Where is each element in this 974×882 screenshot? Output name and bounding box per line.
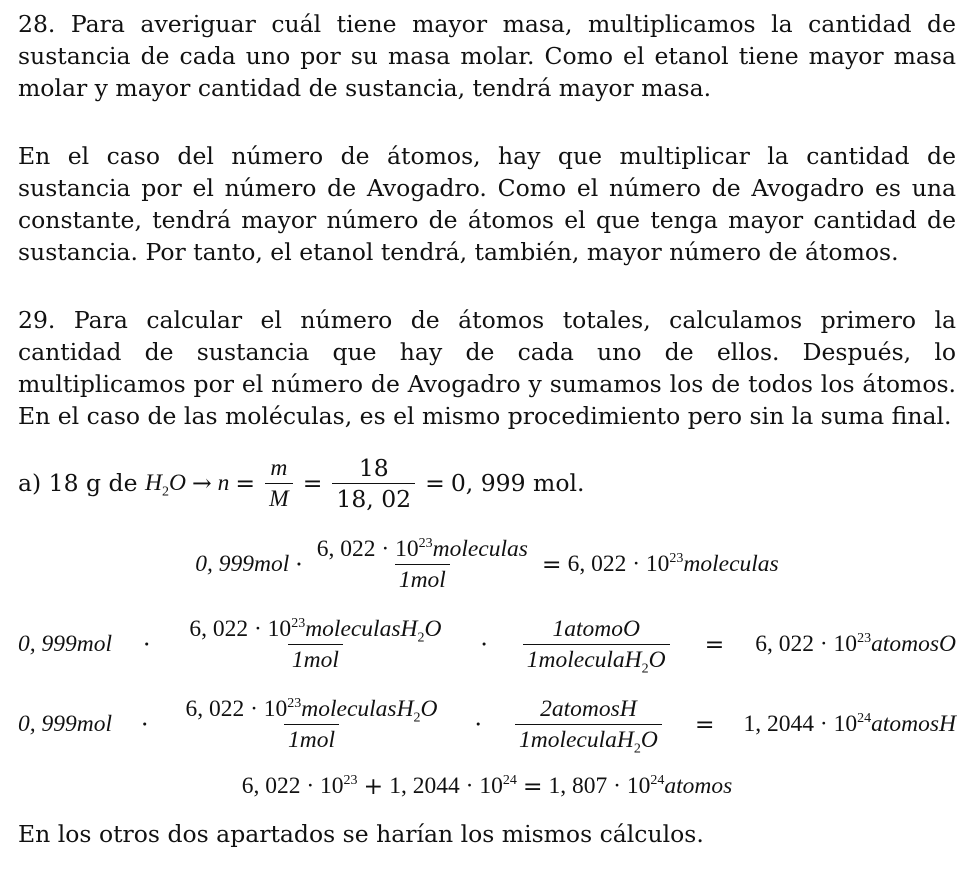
equation-a-prefix: a) 18 g de	[18, 469, 138, 497]
equation-hydrogen-fraction-2: $\frac{\text{2atomosH}}{1moleculaH_2O}$	[515, 694, 662, 755]
equation-total-result: 1, $807 \cdot 10^{24}atomos$	[548, 773, 733, 799]
closing-sentence: En los otros dos apartados se harían los mismos cálculos.	[18, 820, 704, 848]
equation-oxygen-result: 6, $022 \cdot 10^{23}atomosO$	[755, 631, 956, 657]
equation-a-fraction-values: $\frac{18}{18, 02}$	[332, 453, 415, 514]
equation-a-arrow: →	[191, 469, 212, 497]
paragraph-28-atoms: En el caso del número de átomos, hay que multiplicar la cantidad de sustancia por el número de Avogadro. Como el número de Avogadro es una constante, tendrá mayor número de átomos el que tenga mayor cantidad de sustancia. Por tanto, el etanol tendrá, también, mayor número de átomos.	[18, 142, 956, 266]
equation-a-formula: $H_2O$	[144, 470, 186, 500]
paragraph-29: 29. Para calcular el número de átomos totales, calculamos primero la cantidad de sustancia que hay de cada uno de ellos. Después, lo multiplicamos por el número de Avogadro y sumamos los de todos los átomos. En el caso de las moléculas, es el mismo procedimiento pero sin la suma final.	[18, 306, 956, 430]
equation-total-atoms: 6, $022 \cdot 10^{23}$ + 1, $2044 \cdot 10^{24}$ = 1, $807 \cdot 10^{24}atomos$	[241, 772, 733, 800]
equation-oxygen-fraction-2: $\frac{\text{1atomoO}}{1moleculaH_2O}$	[523, 614, 670, 675]
equation-hydrogen-fraction-1: $\frac{6, 022 \cdot 10^{23}moleculasH_2O}{\text{1mol}}$	[185, 695, 438, 753]
document-page	[18, 8, 956, 850]
equation-molecules-fraction: $\frac{6, 022 \cdot 10^{23}moleculas}{\text{1mol}}$	[316, 535, 528, 593]
equation-a: a) 18 g de $H_2O$ → n = $\frac{m}{M}$ = $\frac{18}{18, 02}$ = 0, 999 mol.	[18, 453, 585, 513]
equation-oxygen-atoms: 0, 999mol · $\frac{6, 022 \cdot 10^{23}moleculasH_2O}{\text{1mol}}$ · $\frac{\text{1atomoO}}{1moleculaH_2O}$ = 6, $022 \cdot 10^{23}atomosO$	[18, 615, 956, 677]
equation-molecules-result: 6, $022 \cdot 10^{23}moleculas$	[567, 551, 779, 577]
equation-molecules: 0, 999mol · $\frac{6, 022 \cdot 10^{23}moleculas}{\text{1mol}}$ = 6, $022 \cdot 10^{23}moleculas$	[195, 535, 779, 593]
equation-a-fraction-mM: $\frac{m}{M}$	[265, 453, 293, 514]
equation-a-n: n	[217, 470, 230, 496]
equation-hydrogen-result: 1, $2044 \cdot 10^{24}atomosH$	[743, 711, 956, 737]
paragraph-28-mass: 28. Para averiguar cuál tiene mayor masa, multiplicamos la cantidad de sustancia de cada uno por su masa molar. Como el etanol tiene mayor masa molar y mayor cantidad de sustancia, tendrá mayor masa.	[18, 10, 956, 102]
equation-a-result: 0, 999 mol.	[450, 469, 585, 497]
equation-hydrogen-atoms: 0, 999mol · $\frac{6, 022 \cdot 10^{23}moleculasH_2O}{\text{1mol}}$ · $\frac{\text{2atomosH}}{1moleculaH_2O}$ = 1, $2044 \cdot 10^{24}atomosH$	[18, 695, 956, 757]
equation-oxygen-fraction-1: $\frac{6, 022 \cdot 10^{23}moleculasH_2O}{\text{1mol}}$	[189, 615, 442, 673]
